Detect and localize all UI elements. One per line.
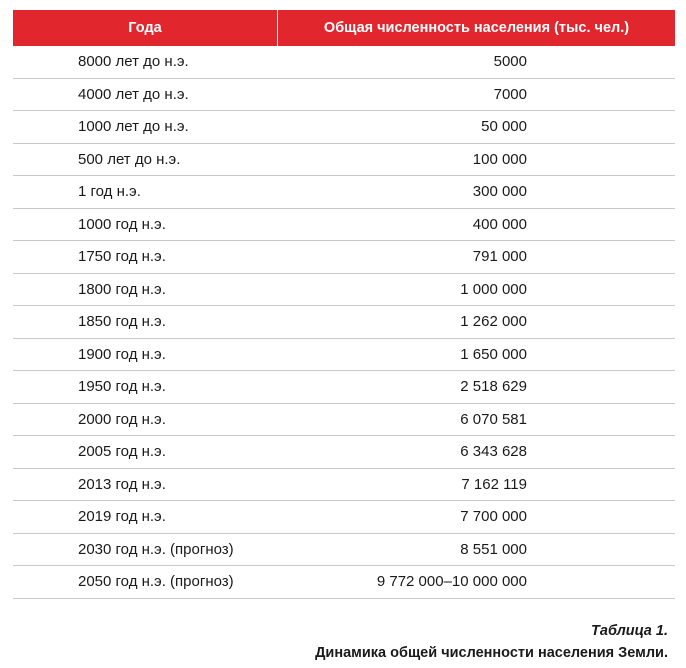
row-year: 1850 год н.э. [78,313,166,331]
table-row [13,144,675,177]
table-row [13,274,675,307]
row-year: 1 год н.э. [78,183,141,201]
row-year: 2005 год н.э. [78,443,166,461]
header-population: Общая численность населения (тыс. чел.) [277,10,675,46]
table-row [13,79,675,112]
row-population: 8 551 000 [460,540,527,558]
table-row [13,209,675,242]
row-year: 2019 год н.э. [78,508,166,526]
row-population: 1 650 000 [460,345,527,363]
table-row [13,436,675,469]
row-year: 1000 лет до н.э. [78,118,189,136]
row-year: 2000 год н.э. [78,410,166,428]
row-population: 50 000 [481,118,527,136]
row-population: 7000 [493,85,527,103]
table-row [13,176,675,209]
table-body [13,46,675,599]
row-year: 8000 лет до н.э. [78,53,189,71]
row-year: 2030 год н.э. (прогноз) [78,540,234,558]
row-population: 5000 [493,53,527,71]
row-year: 2013 год н.э. [78,475,166,493]
table-row [13,339,675,372]
table-row [13,111,675,144]
table-row [13,241,675,274]
population-table [13,10,675,599]
row-population: 7 162 119 [461,475,527,493]
row-year: 1950 год н.э. [78,378,166,396]
row-year: 4000 лет до н.э. [78,85,189,103]
table-row [13,46,675,79]
table-header [13,10,675,46]
row-year: 1750 год н.э. [78,248,166,266]
row-population: 6 343 628 [460,443,527,461]
row-population: 1 000 000 [460,280,527,298]
row-year: 500 лет до н.э. [78,150,181,168]
row-year: 1000 год н.э. [78,215,166,233]
table-row [13,534,675,567]
table-row [13,306,675,339]
row-population: 7 700 000 [460,508,527,526]
row-population: 6 070 581 [460,410,527,428]
table-row [13,501,675,534]
caption-number: Таблица 1. [591,623,668,639]
caption-title: Динамика общей численности населения Земли. [315,645,668,661]
row-year: 1900 год н.э. [78,345,166,363]
table-row [13,371,675,404]
row-year: 2050 год н.э. (прогноз) [78,573,234,591]
table-row [13,404,675,437]
row-population: 100 000 [472,150,527,168]
row-population: 2 518 629 [460,378,527,396]
row-year: 1800 год н.э. [78,280,166,298]
header-year: Года [128,20,162,36]
row-population: 300 000 [472,183,527,201]
table-row [13,469,675,502]
row-population: 1 262 000 [460,313,527,331]
row-population: 791 000 [472,248,527,266]
table-row [13,566,675,599]
row-population: 9 772 000–10 000 000 [376,573,527,591]
row-population: 400 000 [472,215,527,233]
table-caption [315,620,668,664]
